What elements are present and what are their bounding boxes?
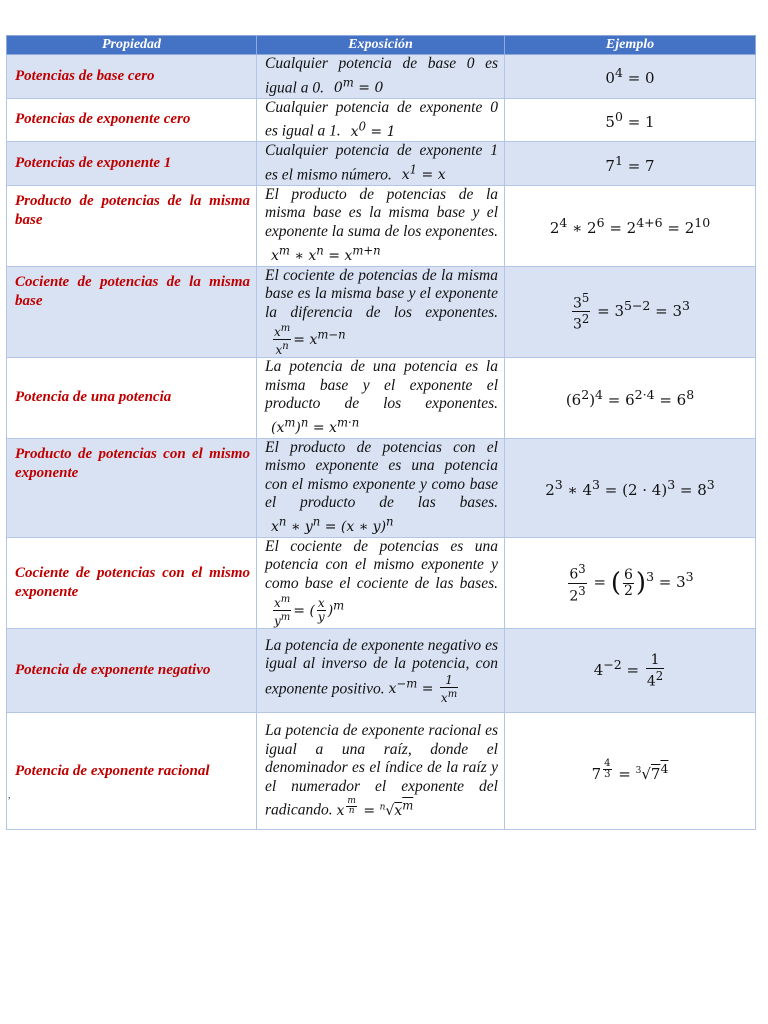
exposition-text: Cualquier potencia de exponente 1 es el mismo número. bbox=[265, 142, 498, 184]
example: $5^0 = 1$ bbox=[605, 108, 655, 131]
example-cell bbox=[505, 266, 756, 358]
property-cell: Potencias de exponente 1 bbox=[7, 142, 257, 186]
property-cell: Potencia de exponente racional bbox=[7, 713, 257, 830]
property-cell: Cociente de potencias de la misma base bbox=[7, 266, 257, 358]
property-cell: Potencia de una potencia bbox=[7, 358, 257, 439]
formula: $x^1 = x$ bbox=[401, 162, 446, 184]
formula: $\frac{x^m}{x^n}$ = $x^{m-n}$ bbox=[274, 323, 346, 358]
exposition-cell bbox=[257, 358, 505, 439]
exposition-text: El cociente de potencias de la misma base es la misma base y el exponente la diferencia de los exponentes. bbox=[265, 266, 498, 321]
table-row bbox=[7, 55, 756, 99]
example-cell bbox=[505, 55, 756, 99]
exposition-cell bbox=[257, 438, 505, 537]
example-cell bbox=[505, 629, 756, 713]
exposition-text: Cualquier potencia de base 0 es igual a 0. bbox=[265, 55, 498, 97]
table-row bbox=[7, 629, 756, 713]
exposition-text: Cualquier potencia de exponente 0 es igual a 1. bbox=[265, 98, 498, 140]
example-cell bbox=[505, 185, 756, 266]
exposition-cell bbox=[257, 537, 505, 629]
properties-table bbox=[6, 35, 756, 830]
exposition-cell bbox=[257, 185, 505, 266]
example-cell bbox=[505, 537, 756, 629]
header-exposition: Exposición bbox=[257, 36, 505, 55]
table-row bbox=[7, 537, 756, 629]
formula: $x^0 = 1$ bbox=[350, 119, 396, 140]
exposition-text: El producto de potencias con el mismo exponente es una potencia con el mismo exponente y como base el producto de las bases. bbox=[265, 438, 498, 512]
example: $\frac{6^3}{2^3}$ = ( $\frac{6}{2}$ )$^3 = 3^3$ bbox=[569, 562, 694, 605]
stray-mark: , bbox=[8, 790, 11, 801]
property-cell: Potencias de exponente cero bbox=[7, 98, 257, 142]
table-row bbox=[7, 142, 756, 186]
example-cell bbox=[505, 438, 756, 537]
exposition-text: La potencia de exponente negativo es igual al inverso de la potencia, con exponente positivo. bbox=[265, 636, 498, 698]
example: $2^3$ ∗ $4^3 = (2 \cdot 4)^3 = 8^3$ bbox=[545, 476, 715, 499]
exposition-cell bbox=[257, 98, 505, 142]
formula: $x^n$ ∗ $y^n = (x$ ∗ y)$^n$ bbox=[271, 514, 394, 536]
table-row bbox=[7, 98, 756, 142]
exposition-text: La potencia de exponente racional es igual a una raíz, donde el denominador es el índice de la raíz y el numerador el exponente del radicando. bbox=[265, 722, 498, 820]
example: 7 $^{\frac{4}{3}}$ = $^3√7^4$ bbox=[591, 758, 669, 784]
property-cell: Producto de potencias de la misma base bbox=[7, 185, 257, 266]
example-cell bbox=[505, 98, 756, 142]
table-row bbox=[7, 438, 756, 537]
example: $\frac{3^5}{3^2}$ = $3^{5-2} = 3^3$ bbox=[573, 290, 690, 334]
example: $(6^2)^4 = 6^{2\cdot 4} = 6^8$ bbox=[565, 386, 695, 409]
example-cell bbox=[505, 142, 756, 186]
formula: $x^{-m}$ = $\frac{1}{x^m}$ bbox=[388, 672, 458, 705]
formula: $\frac{x^m}{y^m}$ = ( $\frac{x}{y}$ )$^m$ bbox=[274, 594, 345, 629]
exposition-cell bbox=[257, 266, 505, 358]
example-cell bbox=[505, 358, 756, 439]
exposition-cell bbox=[257, 713, 505, 830]
example: $2^4$ ∗ $2^6 = 2^{4+6} = 2^{10}$ bbox=[549, 214, 711, 237]
exposition-cell bbox=[257, 55, 505, 99]
table-row bbox=[7, 266, 756, 358]
exposition-cell bbox=[257, 142, 505, 186]
example: $4^{-2}$ = $\frac{1}{4^2}$ bbox=[593, 651, 664, 690]
example: $7^1 = 7$ bbox=[605, 152, 655, 175]
formula: $(x^m)^n = x^{m\cdot n}$ bbox=[271, 415, 360, 437]
example: $0^4 = 0$ bbox=[605, 65, 655, 88]
property-cell: Cociente de potencias con el mismo exponente bbox=[7, 537, 257, 629]
property-cell: Potencias de base cero bbox=[7, 55, 257, 99]
formula: $x^m$ ∗ $x^n = x^{m+n}$ bbox=[271, 243, 381, 265]
exposition-text: El cociente de potencias es una potencia con el mismo exponente y como base el cociente de las bases. bbox=[265, 537, 498, 592]
table-row bbox=[7, 713, 756, 830]
table-row bbox=[7, 358, 756, 439]
exposition-cell bbox=[257, 629, 505, 713]
property-cell: Producto de potencias con el mismo exponente bbox=[7, 438, 257, 537]
exposition-text: El producto de potencias de la misma base es la misma base y el exponente la suma de los exponentes. bbox=[265, 185, 498, 240]
formula: x $^{\frac{m}{n}}$ = $^n√x^m$ bbox=[336, 795, 414, 820]
header-row bbox=[7, 36, 756, 55]
property-cell: Potencia de exponente negativo bbox=[7, 629, 257, 713]
formula: $0^m = 0$ bbox=[333, 75, 384, 97]
example-cell bbox=[505, 713, 756, 830]
header-example: Ejemplo bbox=[505, 36, 756, 55]
header-property: Propiedad bbox=[7, 36, 257, 55]
table-row bbox=[7, 185, 756, 266]
exposition-text: La potencia de una potencia es la misma base y el exponente el producto de los exponentes. bbox=[265, 358, 498, 413]
